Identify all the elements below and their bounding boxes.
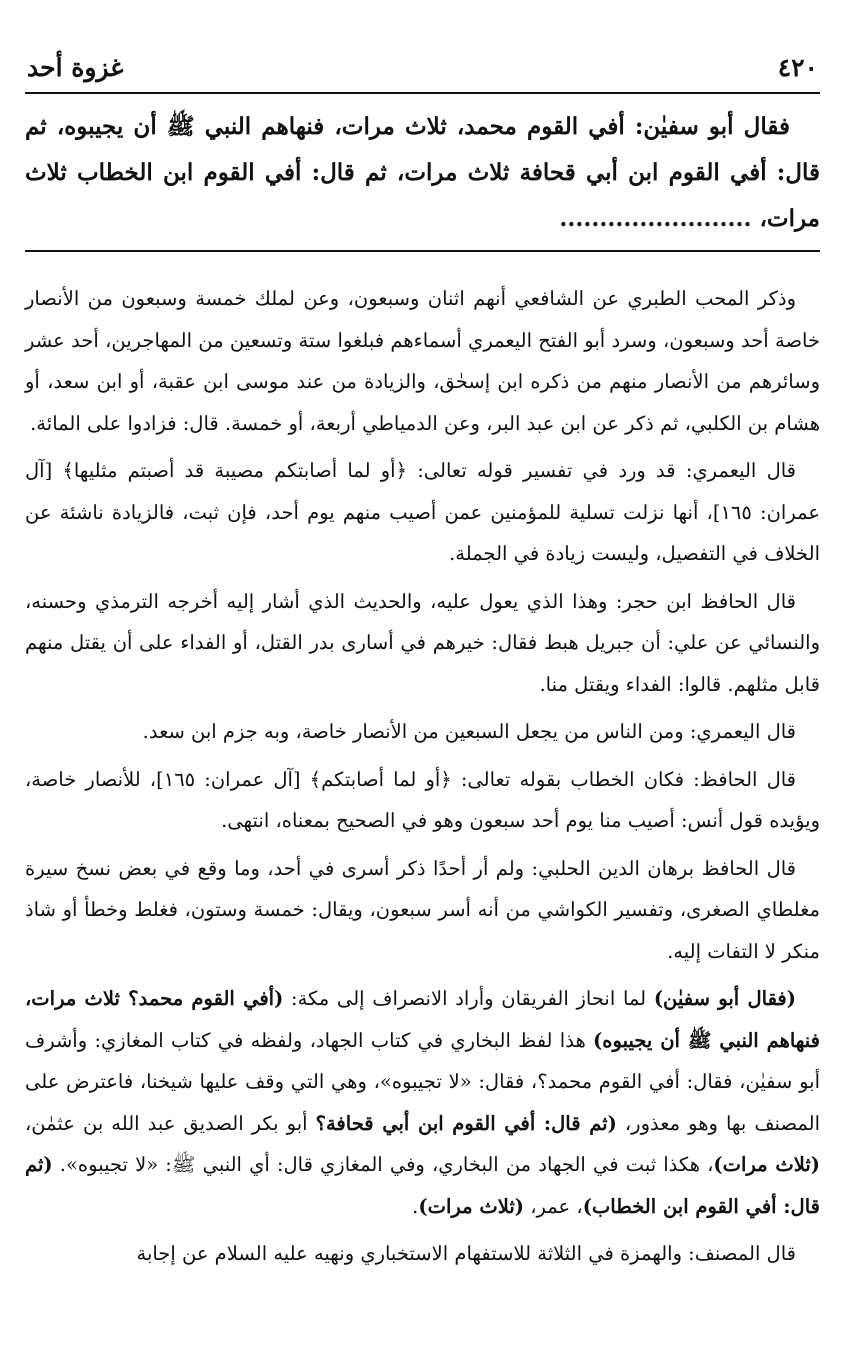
commentary-text: أبو بكر الصديق عبد الله بن عثمٰن، <box>25 1111 316 1135</box>
running-title: غزوة أحد <box>27 53 124 82</box>
commentary-paragraph <box>25 581 820 706</box>
commentary-paragraph <box>25 450 820 575</box>
quoted-matn: (ثم قال: أفي القوم ابن أبي قحافة؟ <box>315 1111 617 1135</box>
paragraph-text: وذكر المحب الطبري عن الشافعي أنهم اثنان وسبعون، وعن لملك خمسة وسبعون من الأنصار خاصة أحد وسبعون، وسرد أبو الفتح اليعمري أسماءهم فبلغوا ستة وتسعين من المهاجرين، أحد عشر وسائرهم من الأنصار منهم من ذكره ابن إسحٰق، والزيادة من عند موسى ابن عقبة، أو ابن سعد، أو هشام بن الكلبي، ثم ذكر عن ابن عبد البر، وعن الدمياطي أربعة، أو خمسة. قال: فزادوا على المائة. <box>25 287 820 435</box>
commentary-paragraph-quoted <box>25 978 820 1227</box>
page-number: ٤٢٠ <box>777 53 818 82</box>
commentary-text: ، عمر، <box>524 1194 583 1218</box>
quoted-matn: (فقال أبو سفيٰن) <box>653 987 796 1010</box>
commentary-paragraph <box>25 278 820 444</box>
commentary-text: . <box>412 1194 419 1218</box>
paragraph-text: قال الحافظ برهان الدين الحلبي: ولم أر أحدًا ذكر أسرى في أحد، وما وقع في بعض نسخ سيرة مغلطاي الصغرى، وتفسير الكواشي من أنه أسر سبعون، ويقال: خمسة وستون، فغلط وخطأ أو شاذ منكر لا التفات إليه. <box>25 856 820 963</box>
paragraph-text: قال اليعمري: ومن الناس من يجعل السبعين من الأنصار خاصة، وبه جزم ابن سعد. <box>142 720 796 743</box>
paragraph-text: قال الحافظ: فكان الخطاب بقوله تعالى: ﴿أو لما أصابتكم﴾ [آل عمران: ١٦٥]، للأنصار خاصة، ويؤيده قول أنس: أصيب منا يوم أحد سبعون وهو في الصحيح بمعناه، انتهى. <box>25 767 820 832</box>
commentary-paragraph <box>25 1233 820 1275</box>
matn-text: فقال أبو سفيٰن: أفي القوم محمد، ثلاث مرات، فنهاهم النبي ﷺ أن يجيبوه، ثم قال: أفي القوم ابن أبي قحافة ثلاث مرات، ثم قال: أفي القوم ابن الخطاب ثلاث مرات، ........................ <box>25 113 820 232</box>
commentary-text: هذا لفظ البخاري في كتاب الجهاد، ولفظه في كتاب المغازي: وأشرف أبو سفيٰن، فقال: أفي القوم محمد؟، فقال: «لا تجيبوه»، وهي التي وقف عليها شيخنا، فاعترض على المصنف بها وهو معذور، <box>25 1028 820 1135</box>
matn-text-block <box>25 94 820 252</box>
commentary-paragraph <box>25 711 820 753</box>
commentary-text: لما انحاز الفريقان وأراد الانصراف إلى مكة: <box>283 987 654 1010</box>
page-header <box>25 52 820 94</box>
commentary-text: ، هكذا ثبت في الجهاد من البخاري، وفي المغازي قال: أي النبي ﷺ: «لا تجيبوه». <box>52 1153 714 1176</box>
commentary-paragraph <box>25 848 820 973</box>
quoted-matn: (ثلاث مرات) <box>713 1153 820 1176</box>
paragraph-text: قال اليعمري: قد ورد في تفسير قوله تعالى: ﴿أو لما أصابتكم مصيبة قد أصبتم مثليها﴾ [آل عمران: ١٦٥]، أنها نزلت تسلية للمؤمنين عمن أصيب منهم يوم أحد، فإن ثبت، فالزيادة ناشئة عن الخلاف في التفصيل، وليست زيادة في الجملة. <box>25 459 821 565</box>
quoted-matn: (أفي القوم محمد؟ ثلاث مرات، فنهاهم النبي ﷺ أن يجيبوه) <box>25 987 820 1052</box>
commentary-paragraph <box>25 759 820 842</box>
quoted-matn: (ثلاث مرات) <box>418 1194 525 1218</box>
paragraph-text: قال المصنف: والهمزة في الثلاثة للاستفهام الاستخباري ونهيه عليه السلام عن إجابة <box>136 1242 796 1265</box>
paragraph-text: قال الحافظ ابن حجر: وهذا الذي يعول عليه، والحديث الذي أشار إليه أخرجه الترمذي وحسنه، والنسائي عن علي: أن جبريل هبط فقال: خيرهم في أسارى بدر القتل، أو الفداء على أن يقتل منهم قابل مثلهم. قالوا: الفداء ويقتل منا. <box>25 589 820 696</box>
commentary-block <box>25 278 820 1275</box>
quoted-matn: (ثم قال: أفي القوم ابن الخطاب) <box>25 1153 820 1218</box>
